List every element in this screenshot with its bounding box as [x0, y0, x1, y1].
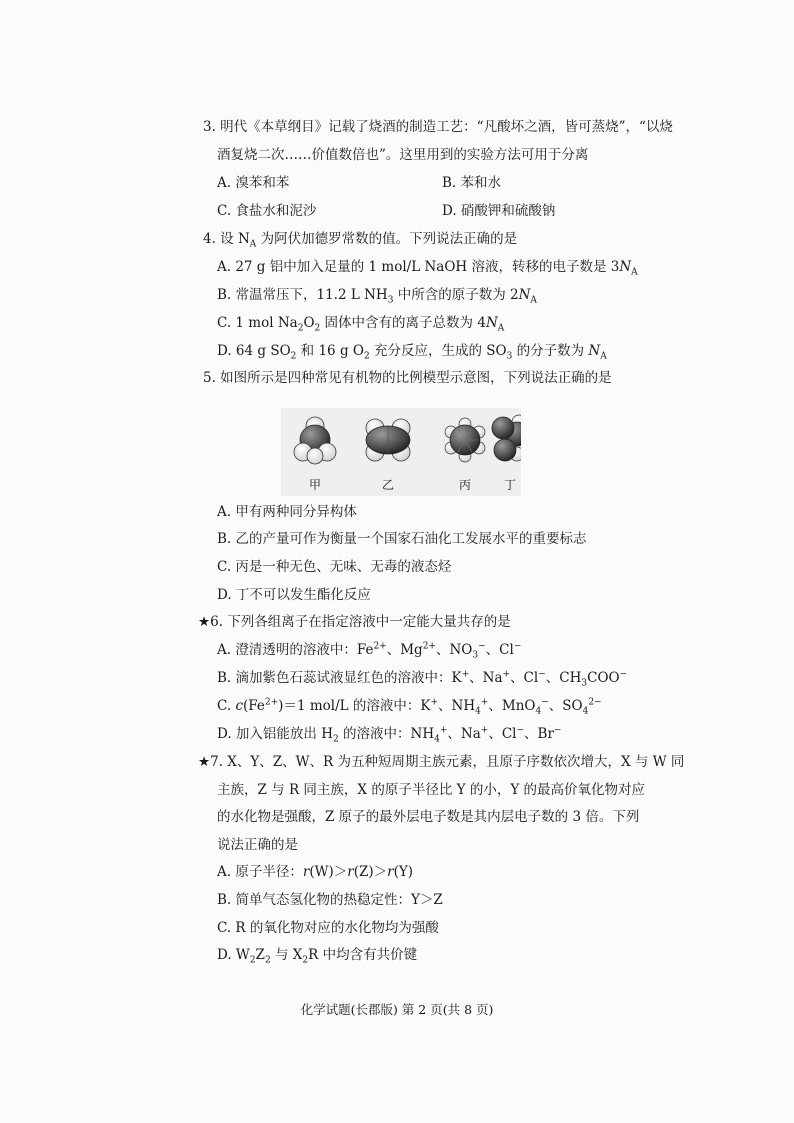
- q6-option-d: D. 加入铝能放出 $H_2$ 的溶液中：$NH_4^+$、Na+、Cl−、Br−: [217, 725, 562, 745]
- q3-option-d: D. 硝酸钾和硫酸钠: [442, 203, 556, 219]
- q3-stem-line1: 3. 明代《本草纲目》记载了烧酒的制造工艺：“凡酸坏之酒，皆可蒸烧”，“以烧: [203, 119, 673, 135]
- figure-label-bing: 丙: [459, 478, 472, 492]
- q6-option-a: A. 澄清透明的溶液中：$Fe^{2+}$、$Mg^{2+}$、$NO_3^-$、Cl−: [217, 641, 522, 661]
- q5-option-d: D. 丁不可以发生酯化反应: [217, 587, 371, 603]
- star-mark: ★: [198, 754, 211, 770]
- q3-option-c: C. 食盐水和泥沙: [217, 203, 317, 219]
- model-bing: [445, 418, 485, 462]
- q5-stem: 5. 如图所示是四种常见有机物的比例模型示意图，下列说法正确的是: [203, 370, 612, 386]
- q7-stem-line1: ★7. X、Y、Z、W、R 为五种短周期主族元素，且原子序数依次增大，X 与 W 同: [198, 754, 685, 770]
- model-jia: [294, 417, 336, 464]
- q6-option-b: B. 滴加紫色石蕊试液显红色的溶液中：K+、Na+、Cl−、$CH_3COO^-$: [217, 669, 628, 689]
- q7-option-c: C. R 的氧化物对应的水化物均为强酸: [217, 920, 439, 936]
- q3-stem-line2: 酒复烧二次……价值数倍也”。这里用到的实验方法可用于分离: [217, 147, 589, 163]
- q4-option-b: B. 常温常压下，11.2 L $NH_3$ 中所含的原子数为 $2N_A$: [217, 287, 537, 306]
- q5-option-b: B. 乙的产量可作为衡量一个国家石油化工发展水平的重要标志: [217, 531, 587, 547]
- q5-option-c: C. 丙是一种无色、无味、无毒的液态烃: [217, 559, 452, 575]
- q7-option-a: A. 原子半径：r(W)＞r(Z)＞r(Y): [217, 864, 414, 880]
- figure-label-jia: 甲: [309, 478, 322, 492]
- q3-option-a: A. 溴苯和苯: [217, 175, 290, 191]
- q6-stem: ★6. 下列各组离子在指定溶液中一定能大量共存的是: [198, 614, 511, 630]
- q3-option-b: B. 苯和水: [442, 175, 502, 191]
- q4-option-c: C. 1 mol $Na_2O_2$ 固体中含有的离子总数为 $4N_A$: [217, 315, 505, 334]
- star-mark: ★: [198, 614, 211, 630]
- page-footer: 化学试题(长郡版) 第 2 页(共 8 页): [300, 1002, 494, 1017]
- q4-stem: 4. 设 $N_A$ 为阿伏加德罗常数的值。下列说法正确的是: [203, 231, 518, 250]
- model-yi: [366, 419, 410, 461]
- q7-stem-line3: 的水化物是强酸，Z 原子的最外层电子数是其内层电子数的 3 倍。下列: [217, 809, 640, 825]
- model-ding: [492, 415, 521, 461]
- figure-label-ding: 丁: [504, 478, 517, 492]
- q6-option-c: C. $c(Fe^{2+})=1$ mol/L 的溶液中：K+、$NH_4^+$、MnO$_4$−、$SO_4^{2-}$: [217, 697, 602, 717]
- figure-label-yi: 乙: [382, 478, 395, 492]
- q7-option-b: B. 简单气态氢化物的热稳定性：Y＞Z: [217, 892, 443, 908]
- q4-option-d: D. 64 g $SO_2$ 和 16 g $O_2$ 充分反应，生成的 $SO_3$ 的分子数为 $N_A$: [217, 343, 607, 362]
- q7-stem-line2: 主族，Z 与 R 同主族，X 的原子半径比 Y 的小，Y 的最高价氧化物对应: [217, 782, 646, 798]
- molecule-models-figure: [281, 408, 521, 496]
- q7-stem-line4: 说法正确的是: [217, 837, 298, 853]
- q4-option-a: A. 27 g 铝中加入足量的 1 mol/L NaOH 溶液，转移的电子数是 $3N_A$: [217, 259, 638, 278]
- q7-option-d: D. $W_2Z_2$ 与 $X_2R$ 中均含有共价键: [217, 947, 418, 966]
- q5-option-a: A. 甲有两种同分异构体: [217, 504, 357, 520]
